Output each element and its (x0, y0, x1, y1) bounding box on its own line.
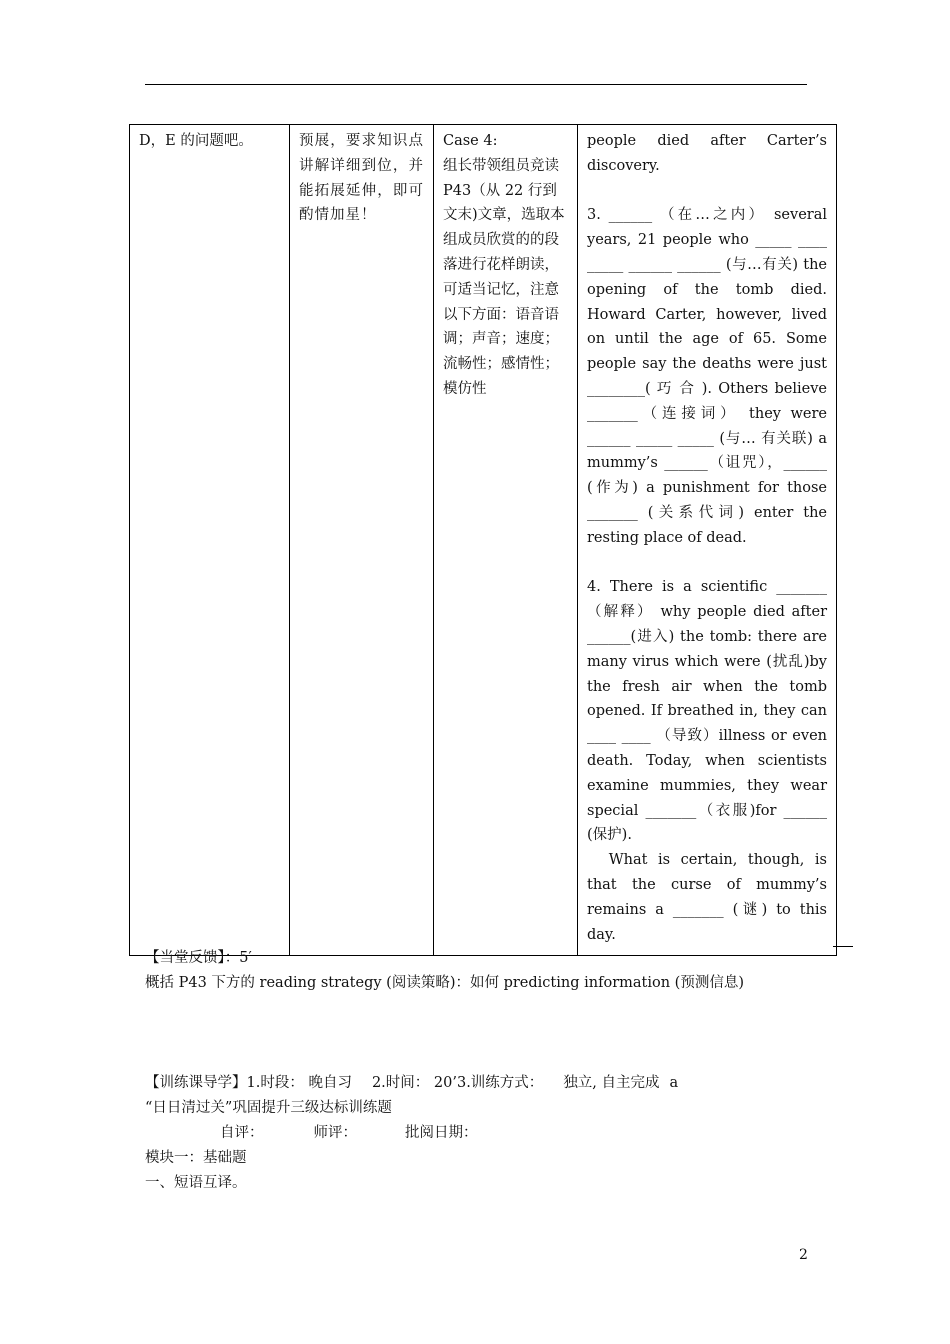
feedback-line: 概括 P43 下方的 reading strategy (阅读策略)：如何 predicting information (预测信息) (145, 975, 744, 991)
training-method: 3.训练方式： (456, 1075, 544, 1091)
lesson-table (129, 124, 837, 956)
training-title: “日日清过关”巩固提升三级达标训练题 (145, 1100, 392, 1116)
training-mode: 独立, 自主完成 (563, 1075, 660, 1091)
case-title: Case 4: (443, 133, 498, 149)
exercise-paragraph-3: 3. ______ （在…之内） several years, 21 people who _____ ____ _____ ______ ______ (与…有关) the opening of the tomb died. Howard Carter, however, lived on until the age of 65. Some people say the deaths were just ________( 巧 合 ). Others believe _______（连接词） they were ______ _____ _____ (与… 有关联) a mummy’s ______（诅咒），______ (作为) a punishment for those _______ (关系代词) enter the resting place of dead. (587, 207, 827, 546)
step-cell: D，E 的问题吧。 (130, 125, 290, 956)
evaluation-line (220, 1121, 478, 1146)
training-line (145, 1071, 678, 1096)
table-edge-cell (837, 125, 838, 956)
module-heading: 模块一：基础题 (145, 1150, 247, 1166)
header-rule (145, 84, 807, 85)
self-eval-label: 自评： (220, 1125, 264, 1141)
table-row (130, 125, 838, 956)
feedback-heading: 【当堂反馈】：5′ (145, 950, 252, 966)
case-cell (434, 125, 578, 956)
section-heading: 一、短语互译。 (145, 1175, 247, 1191)
requirement-cell: 预展，要求知识点讲解详细到位，并能拓展延伸，即可酌情加星！ (290, 125, 434, 956)
case-body: 组长带领组员竞读 P43（从 22 行到文末)文章，选取本组成员欣赏的的段落进行花样朗读，可适当记忆，注意以下方面：语音语调；声音；速度；流畅性；感情性；模仿性 (443, 157, 565, 397)
training-period: 1.时段： 晚自习 (246, 1075, 352, 1091)
review-date-label: 批阅日期： (405, 1125, 478, 1141)
page-number: 2 (799, 1247, 808, 1263)
training-label: 【训练课导学】 (145, 1075, 247, 1091)
exercise-paragraph-5: What is certain, though, is that the curse of mummy’s remains a _______ (谜) to this day. (587, 852, 827, 943)
training-grade: a (669, 1075, 679, 1091)
exercise-paragraph-1: people died after Carter’s discovery. (587, 133, 827, 174)
exercise-paragraph-4: 4. There is a scientific _______（解释） why people died after ______(进入) the tomb: there are many virus which were (扰乱)by the fresh air when the tomb opened. If breathed in, they can ____ ____ （导致）illness or even death. Today, when scientists examine mummies, they wear special _______（衣服)for ______ (保护). (587, 579, 827, 844)
exercise-cell (578, 125, 837, 956)
table-tail-rule (833, 946, 853, 947)
training-time: 2.时间： 20’ (371, 1075, 457, 1091)
teacher-eval-label: 师评： (313, 1125, 357, 1141)
